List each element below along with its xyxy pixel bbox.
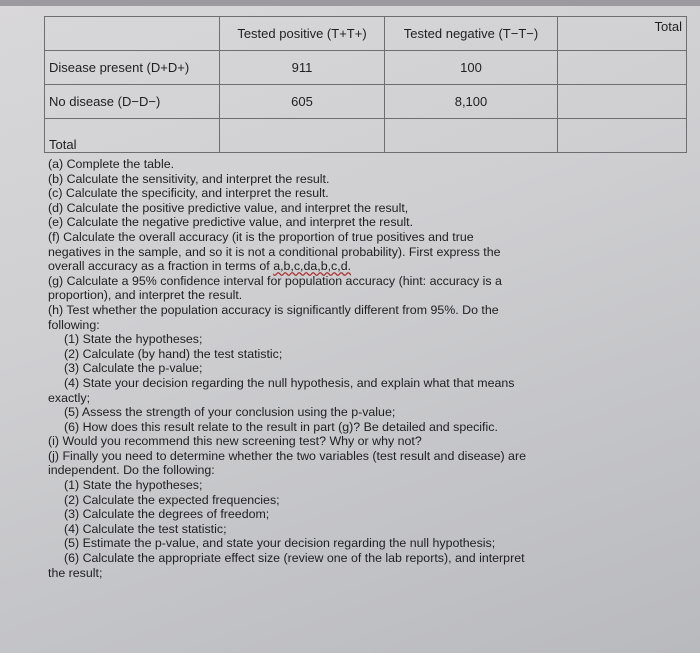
question-h: (h) Test whether the population accuracy is significantly different from 95%. Do the xyxy=(48,302,499,317)
top-edge-bar xyxy=(0,0,700,6)
question-i: (i) Would you recommend this new screening test? Why or why not? xyxy=(48,434,422,449)
question-d: (d) Calculate the positive predictive value, and interpret the result, xyxy=(48,200,409,215)
cell-dminus-tplus: 605 xyxy=(220,85,385,119)
row-label-no-disease: No disease (D−D−) xyxy=(45,85,220,119)
question-j-5: (5) Estimate the p-value, and state your decision regarding the null hypothesis; xyxy=(64,536,496,551)
question-f-cont xyxy=(48,259,648,274)
cell-total-tplus xyxy=(220,119,385,153)
question-a: (a) Complete the table. xyxy=(48,157,175,171)
cell-dplus-tplus: 911 xyxy=(220,51,385,85)
table-header-tested-negative: Tested negative (T−T−) xyxy=(385,17,558,51)
question-f: (f) Calculate the overall accuracy (it is the proportion of true positives and true xyxy=(48,229,474,244)
question-j: (j) Finally you need to determine whether the two variables (test result and disease) are xyxy=(48,448,526,463)
question-j-6-cont: the result; xyxy=(48,565,103,580)
question-h-cont: following: xyxy=(48,317,100,332)
question-j-1: (1) State the hypotheses; xyxy=(64,478,203,493)
question-h-5: (5) Assess the strength of your conclusion using the p-value; xyxy=(64,405,396,420)
question-h-3: (3) Calculate the p-value; xyxy=(64,361,203,376)
cell-grand-total xyxy=(558,119,687,153)
question-j-2: (2) Calculate the expected frequencies; xyxy=(64,492,280,507)
question-j-cont: independent. Do the following: xyxy=(48,463,215,478)
question-f-cont: negatives in the sample, and so it is not a conditional probability). First express the xyxy=(48,244,501,259)
cell-dplus-total xyxy=(558,51,687,85)
question-j-4: (4) Calculate the test statistic; xyxy=(64,521,227,536)
table-row xyxy=(45,85,687,119)
question-b: (b) Calculate the sensitivity, and interpret the result. xyxy=(48,171,330,186)
table-header-row xyxy=(45,17,687,51)
question-h-4: (4) State your decision regarding the null hypothesis, and explain what that means xyxy=(64,375,515,390)
question-h-6: (6) How does this result relate to the result in part (g)? Be detailed and specific. xyxy=(64,419,498,434)
cell-dminus-total xyxy=(558,85,687,119)
cell-dplus-tminus: 100 xyxy=(385,51,558,85)
question-g: (g) Calculate a 95% confidence interval for population accuracy (hint: accuracy is a xyxy=(48,273,502,288)
cell-total-tminus xyxy=(385,119,558,153)
question-j-6: (6) Calculate the appropriate effect size (review one of the lab reports), and interpret xyxy=(64,551,525,566)
table-row xyxy=(45,119,687,153)
cell-dminus-tminus: 8,100 xyxy=(385,85,558,119)
question-h-2: (2) Calculate (by hand) the test statistic; xyxy=(64,346,283,361)
table-header-total: Total xyxy=(558,17,687,51)
table-header-blank xyxy=(45,17,220,51)
table-header-tested-positive: Tested positive (T+T+) xyxy=(220,17,385,51)
table-row xyxy=(45,51,687,85)
row-label-disease-present: Disease present (D+D+) xyxy=(45,51,220,85)
question-f-text: overall accuracy as a fraction in terms of xyxy=(48,259,274,274)
question-h-4-cont: exactly; xyxy=(48,390,91,405)
question-j-3: (3) Calculate the degrees of freedom; xyxy=(64,507,270,522)
question-g-cont: proportion), and interpret the result. xyxy=(48,288,243,303)
question-list xyxy=(48,157,648,580)
contingency-table xyxy=(44,16,687,153)
question-h-1: (1) State the hypotheses; xyxy=(64,332,203,347)
question-e: (e) Calculate the negative predictive value, and interpret the result. xyxy=(48,215,414,230)
row-label-total: Total xyxy=(45,119,220,153)
question-c: (c) Calculate the specificity, and interpret the result. xyxy=(48,186,329,201)
question-f-fraction-terms: a,b,c,da,b,c,d. xyxy=(273,259,352,274)
